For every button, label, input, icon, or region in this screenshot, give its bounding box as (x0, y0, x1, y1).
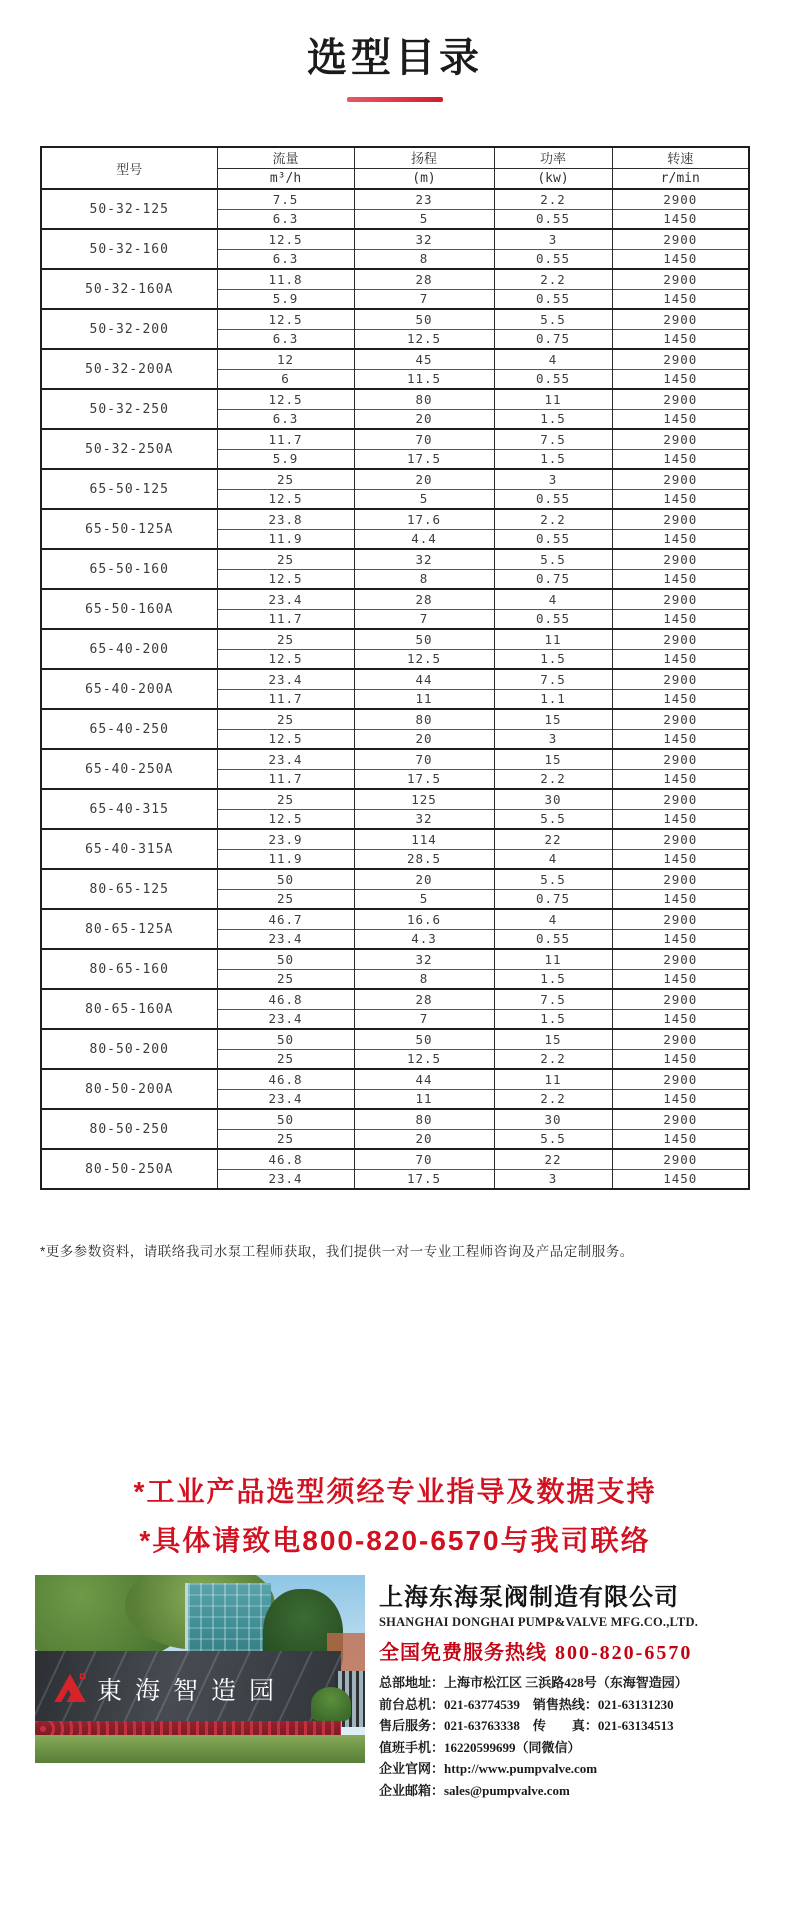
header-row (41, 147, 749, 168)
slogan-line-1: *工业产品选型须经专业指导及数据支持 (133, 1476, 657, 1507)
table-row (41, 549, 749, 569)
col-header-model: 型号 (41, 147, 217, 189)
value-cell: 15 (494, 709, 612, 729)
value-cell: 32 (354, 809, 494, 829)
model-cell: 50-32-250A (41, 429, 217, 469)
value-cell: 1450 (612, 929, 749, 949)
value-cell: 5.5 (494, 1129, 612, 1149)
table-row (41, 949, 749, 969)
value-cell: 12.5 (217, 649, 354, 669)
table-row (41, 389, 749, 409)
table-row (41, 909, 749, 929)
value-cell: 30 (494, 789, 612, 809)
value-cell: 1450 (612, 689, 749, 709)
factory-photo (35, 1575, 365, 1763)
value-cell: 1.5 (494, 969, 612, 989)
value-cell: 22 (494, 829, 612, 849)
value-cell: 23.4 (217, 1009, 354, 1029)
table-row (41, 189, 749, 209)
value-cell: 46.7 (217, 909, 354, 929)
table-row (41, 469, 749, 489)
selection-table-head (41, 147, 749, 189)
value-cell: 1450 (612, 1129, 749, 1149)
value-cell: 1450 (612, 369, 749, 389)
value-cell: 17.5 (354, 1169, 494, 1189)
value-cell: 12.5 (354, 329, 494, 349)
table-row (41, 1149, 749, 1169)
value-cell: 11 (494, 1069, 612, 1089)
value-cell: 23.4 (217, 589, 354, 609)
value-cell: 7 (354, 289, 494, 309)
page-title: 选型目录 (307, 36, 483, 80)
value-cell: 1450 (612, 729, 749, 749)
value-cell: 20 (354, 1129, 494, 1149)
model-cell: 80-65-160 (41, 949, 217, 989)
value-cell: 44 (354, 669, 494, 689)
value-cell: 25 (217, 969, 354, 989)
table-row (41, 789, 749, 809)
value-cell: 23.4 (217, 1089, 354, 1109)
col-header-head: 扬程 (354, 147, 494, 168)
value-cell: 5.9 (217, 449, 354, 469)
value-cell: 11.7 (217, 429, 354, 449)
value-cell: 0.75 (494, 569, 612, 589)
value-cell: 2900 (612, 509, 749, 529)
value-cell: 70 (354, 429, 494, 449)
value-cell: 2.2 (494, 189, 612, 209)
model-cell: 65-40-200A (41, 669, 217, 709)
value-cell: 11 (494, 389, 612, 409)
model-cell: 80-50-250 (41, 1109, 217, 1149)
value-cell: 1450 (612, 769, 749, 789)
value-cell: 7.5 (217, 189, 354, 209)
model-cell: 50-32-125 (41, 189, 217, 229)
value-cell: 8 (354, 969, 494, 989)
value-cell: 2900 (612, 1069, 749, 1089)
table-row (41, 589, 749, 609)
value-cell: 11.7 (217, 769, 354, 789)
value-cell: 17.5 (354, 769, 494, 789)
value-cell: 114 (354, 829, 494, 849)
model-cell: 50-32-160 (41, 229, 217, 269)
value-cell: 12.5 (217, 229, 354, 249)
value-cell: 125 (354, 789, 494, 809)
value-cell: 1450 (612, 209, 749, 229)
value-cell: 23.4 (217, 749, 354, 769)
value-cell: 2900 (612, 429, 749, 449)
value-cell: 6.3 (217, 249, 354, 269)
value-cell: 46.8 (217, 989, 354, 1009)
value-cell: 5.5 (494, 869, 612, 889)
value-cell: 2900 (612, 669, 749, 689)
value-cell: 1450 (612, 329, 749, 349)
value-cell: 46.8 (217, 1069, 354, 1089)
table-row (41, 269, 749, 289)
value-cell: 2900 (612, 389, 749, 409)
selection-table-body (41, 189, 749, 1189)
value-cell: 7.5 (494, 669, 612, 689)
value-cell: 12.5 (354, 1049, 494, 1069)
value-cell: 0.55 (494, 609, 612, 629)
detail-email: 企业邮箱：sales@pumpvalve.com (379, 1782, 570, 1798)
value-cell: 1450 (612, 809, 749, 829)
value-cell: 11.7 (217, 609, 354, 629)
model-cell: 65-40-315A (41, 829, 217, 869)
detail-address: 总部地址：上海市松江区 三浜路428号（东海智造园） (379, 1675, 688, 1690)
value-cell: 11.9 (217, 529, 354, 549)
value-cell: 2900 (612, 589, 749, 609)
value-cell: 1450 (612, 489, 749, 509)
company-info (379, 1575, 758, 1801)
table-row (41, 1109, 749, 1129)
value-cell: 17.6 (354, 509, 494, 529)
value-cell: 12.5 (217, 569, 354, 589)
value-cell: 1.5 (494, 449, 612, 469)
value-cell: 23.4 (217, 669, 354, 689)
selection-table (40, 146, 750, 1190)
model-cell: 80-65-125 (41, 869, 217, 909)
value-cell: 44 (354, 1069, 494, 1089)
slogans (0, 1470, 790, 1559)
value-cell: 20 (354, 869, 494, 889)
value-cell: 50 (354, 629, 494, 649)
value-cell: 2.2 (494, 269, 612, 289)
value-cell: 0.55 (494, 289, 612, 309)
unit-power: (kw) (494, 168, 612, 189)
value-cell: 7.5 (494, 429, 612, 449)
value-cell: 2900 (612, 189, 749, 209)
model-cell: 65-50-160 (41, 549, 217, 589)
value-cell: 32 (354, 229, 494, 249)
value-cell: 1450 (612, 609, 749, 629)
hotline-label: 全国免费服务热线 (379, 1642, 547, 1664)
value-cell: 25 (217, 789, 354, 809)
model-cell: 80-50-200 (41, 1029, 217, 1069)
model-cell: 65-50-160A (41, 589, 217, 629)
value-cell: 0.75 (494, 329, 612, 349)
value-cell: 2.2 (494, 1049, 612, 1069)
value-cell: 50 (217, 1029, 354, 1049)
service-hotline (379, 1636, 758, 1665)
value-cell: 2900 (612, 709, 749, 729)
table-row (41, 669, 749, 689)
order-banner-title: ☆ 订货说明 ☆ (204, 1371, 586, 1423)
value-cell: 3 (494, 229, 612, 249)
value-cell: 50 (354, 309, 494, 329)
table-row (41, 749, 749, 769)
value-cell: 16.6 (354, 909, 494, 929)
value-cell: 7.5 (494, 989, 612, 1009)
footnote: *更多参数资料，请联络我司水泵工程师获取，我们提供一对一专业工程师咨询及产品定制服务。 (40, 1244, 634, 1259)
table-row (41, 429, 749, 449)
value-cell: 25 (217, 1049, 354, 1069)
value-cell: 8 (354, 569, 494, 589)
model-cell: 65-40-200 (41, 629, 217, 669)
value-cell: 25 (217, 469, 354, 489)
value-cell: 1.1 (494, 689, 612, 709)
value-cell: 50 (217, 1109, 354, 1129)
title-underline (347, 97, 443, 102)
value-cell: 0.55 (494, 489, 612, 509)
model-cell: 50-32-200 (41, 309, 217, 349)
value-cell: 15 (494, 749, 612, 769)
value-cell: 2900 (612, 869, 749, 889)
value-cell: 50 (217, 949, 354, 969)
value-cell: 2900 (612, 909, 749, 929)
value-cell: 2.2 (494, 1089, 612, 1109)
value-cell: 1450 (612, 289, 749, 309)
value-cell: 28.5 (354, 849, 494, 869)
value-cell: 1.5 (494, 409, 612, 429)
value-cell: 3 (494, 469, 612, 489)
value-cell: 2900 (612, 749, 749, 769)
value-cell: 46.8 (217, 1149, 354, 1169)
value-cell: 2900 (612, 949, 749, 969)
value-cell: 0.55 (494, 209, 612, 229)
value-cell: 5.9 (217, 289, 354, 309)
value-cell: 15 (494, 1029, 612, 1049)
value-cell: 11.5 (354, 369, 494, 389)
lawn (35, 1735, 365, 1763)
table-row (41, 349, 749, 369)
table-row (41, 989, 749, 1009)
value-cell: 25 (217, 889, 354, 909)
value-cell: 2900 (612, 829, 749, 849)
value-cell: 5 (354, 209, 494, 229)
wall-sign-text: 東海智造园 (97, 1677, 288, 1705)
model-cell: 80-65-125A (41, 909, 217, 949)
value-cell: 12.5 (217, 489, 354, 509)
hotline-number: 800-820-6570 (555, 1642, 693, 1664)
unit-speed: r/min (612, 168, 749, 189)
table-row (41, 629, 749, 649)
value-cell: 6.3 (217, 209, 354, 229)
value-cell: 1450 (612, 1049, 749, 1069)
table-row (41, 709, 749, 729)
value-cell: 2900 (612, 629, 749, 649)
value-cell: 6 (217, 369, 354, 389)
model-cell: 50-32-250 (41, 389, 217, 429)
value-cell: 12.5 (354, 649, 494, 669)
value-cell: 8 (354, 249, 494, 269)
value-cell: 11 (354, 1089, 494, 1109)
value-cell: 12.5 (217, 309, 354, 329)
value-cell: 17.5 (354, 449, 494, 469)
model-cell: 65-40-315 (41, 789, 217, 829)
order-banner (0, 1334, 790, 1454)
catalog-page (0, 26, 790, 1801)
value-cell: 2.2 (494, 769, 612, 789)
value-cell: 1450 (612, 1169, 749, 1189)
value-cell: 1450 (612, 1009, 749, 1029)
company-details (379, 1672, 758, 1801)
unit-head: (m) (354, 168, 494, 189)
value-cell: 20 (354, 469, 494, 489)
value-cell: 3 (494, 1169, 612, 1189)
value-cell: 5 (354, 889, 494, 909)
value-cell: 23.4 (217, 1169, 354, 1189)
value-cell: 25 (217, 629, 354, 649)
value-cell: 23.9 (217, 829, 354, 849)
value-cell: 2.2 (494, 509, 612, 529)
value-cell: 1.5 (494, 649, 612, 669)
table-row (41, 509, 749, 529)
model-cell: 50-32-200A (41, 349, 217, 389)
value-cell: 1450 (612, 969, 749, 989)
value-cell: 11.7 (217, 689, 354, 709)
company-name: 上海东海泵阀制造有限公司 (379, 1584, 679, 1611)
col-header-speed: 转速 (612, 147, 749, 168)
value-cell: 20 (354, 729, 494, 749)
value-cell: 1450 (612, 529, 749, 549)
value-cell: 1450 (612, 849, 749, 869)
col-header-flow: 流量 (217, 147, 354, 168)
table-row (41, 1069, 749, 1089)
value-cell: 80 (354, 709, 494, 729)
value-cell: 22 (494, 1149, 612, 1169)
value-cell: 23.8 (217, 509, 354, 529)
value-cell: 12.5 (217, 809, 354, 829)
value-cell: 12.5 (217, 729, 354, 749)
value-cell: 1450 (612, 409, 749, 429)
value-cell: 2900 (612, 229, 749, 249)
value-cell: 23.4 (217, 929, 354, 949)
value-cell: 0.75 (494, 889, 612, 909)
value-cell: 28 (354, 269, 494, 289)
value-cell: 30 (494, 1109, 612, 1129)
value-cell: 28 (354, 989, 494, 1009)
value-cell: 4 (494, 849, 612, 869)
value-cell: 4 (494, 349, 612, 369)
model-cell: 65-50-125 (41, 469, 217, 509)
value-cell: 11.8 (217, 269, 354, 289)
palm-plant (311, 1687, 351, 1721)
table-row (41, 1029, 749, 1049)
value-cell: 4.3 (354, 929, 494, 949)
value-cell: 25 (217, 709, 354, 729)
value-cell: 25 (217, 1129, 354, 1149)
table-row (41, 309, 749, 329)
company-name-en: SHANGHAI DONGHAI PUMP&VALVE MFG.CO.,LTD. (379, 1615, 699, 1629)
value-cell: 2900 (612, 789, 749, 809)
company-logo-icon (49, 1667, 91, 1709)
value-cell: 50 (354, 1029, 494, 1049)
value-cell: 32 (354, 549, 494, 569)
col-header-power: 功率 (494, 147, 612, 168)
model-cell: 65-40-250A (41, 749, 217, 789)
model-cell: 65-50-125A (41, 509, 217, 549)
value-cell: 7 (354, 609, 494, 629)
value-cell: 2900 (612, 309, 749, 329)
value-cell: 4.4 (354, 529, 494, 549)
detail-phones-1: 前台总机：021-63774539 销售热线：021-63131230 (379, 1696, 674, 1712)
value-cell: 0.55 (494, 929, 612, 949)
table-row (41, 829, 749, 849)
value-cell: 0.55 (494, 529, 612, 549)
value-cell: 7 (354, 1009, 494, 1029)
value-cell: 2900 (612, 989, 749, 1009)
value-cell: 20 (354, 409, 494, 429)
detail-mobile: 值班手机：16220599699（同微信） (379, 1739, 581, 1755)
value-cell: 80 (354, 389, 494, 409)
value-cell: 70 (354, 1149, 494, 1169)
value-cell: 0.55 (494, 249, 612, 269)
value-cell: 5 (354, 489, 494, 509)
value-cell: 5.5 (494, 809, 612, 829)
value-cell: 11 (494, 629, 612, 649)
value-cell: 4 (494, 589, 612, 609)
value-cell: 1450 (612, 889, 749, 909)
detail-website: 企业官网：http://www.pumpvalve.com (379, 1761, 598, 1777)
value-cell: 2900 (612, 549, 749, 569)
model-cell: 80-65-160A (41, 989, 217, 1029)
value-cell: 11 (354, 689, 494, 709)
value-cell: 6.3 (217, 409, 354, 429)
table-row (41, 229, 749, 249)
model-cell: 65-40-250 (41, 709, 217, 749)
value-cell: 2900 (612, 349, 749, 369)
value-cell: 5.5 (494, 549, 612, 569)
value-cell: 70 (354, 749, 494, 769)
model-cell: 50-32-160A (41, 269, 217, 309)
value-cell: 32 (354, 949, 494, 969)
value-cell: 1450 (612, 449, 749, 469)
unit-flow: m³/h (217, 168, 354, 189)
value-cell: 12.5 (217, 389, 354, 409)
value-cell: 1450 (612, 249, 749, 269)
value-cell: 6.3 (217, 329, 354, 349)
model-cell: 80-50-250A (41, 1149, 217, 1189)
value-cell: 1.5 (494, 1009, 612, 1029)
value-cell: 12 (217, 349, 354, 369)
value-cell: 11.9 (217, 849, 354, 869)
value-cell: 2900 (612, 1109, 749, 1129)
model-cell: 80-50-200A (41, 1069, 217, 1109)
value-cell: 28 (354, 589, 494, 609)
value-cell: 2900 (612, 1149, 749, 1169)
value-cell: 1450 (612, 569, 749, 589)
value-cell: 23 (354, 189, 494, 209)
value-cell: 45 (354, 349, 494, 369)
value-cell: 11 (494, 949, 612, 969)
value-cell: 50 (217, 869, 354, 889)
value-cell: 25 (217, 549, 354, 569)
value-cell: 80 (354, 1109, 494, 1129)
footer (35, 1575, 758, 1801)
value-cell: 5.5 (494, 309, 612, 329)
value-cell: 2900 (612, 469, 749, 489)
value-cell: 1450 (612, 1089, 749, 1109)
table-row (41, 869, 749, 889)
value-cell: 4 (494, 909, 612, 929)
detail-phones-2: 售后服务：021-63763338 传 真：021-63134513 (379, 1718, 674, 1734)
glass-building (185, 1583, 271, 1655)
slogan-line-2: *具体请致电800-820-6570与我司联络 (139, 1525, 651, 1556)
value-cell: 3 (494, 729, 612, 749)
value-cell: 0.55 (494, 369, 612, 389)
value-cell: 1450 (612, 649, 749, 669)
value-cell: 2900 (612, 1029, 749, 1049)
value-cell: 2900 (612, 269, 749, 289)
